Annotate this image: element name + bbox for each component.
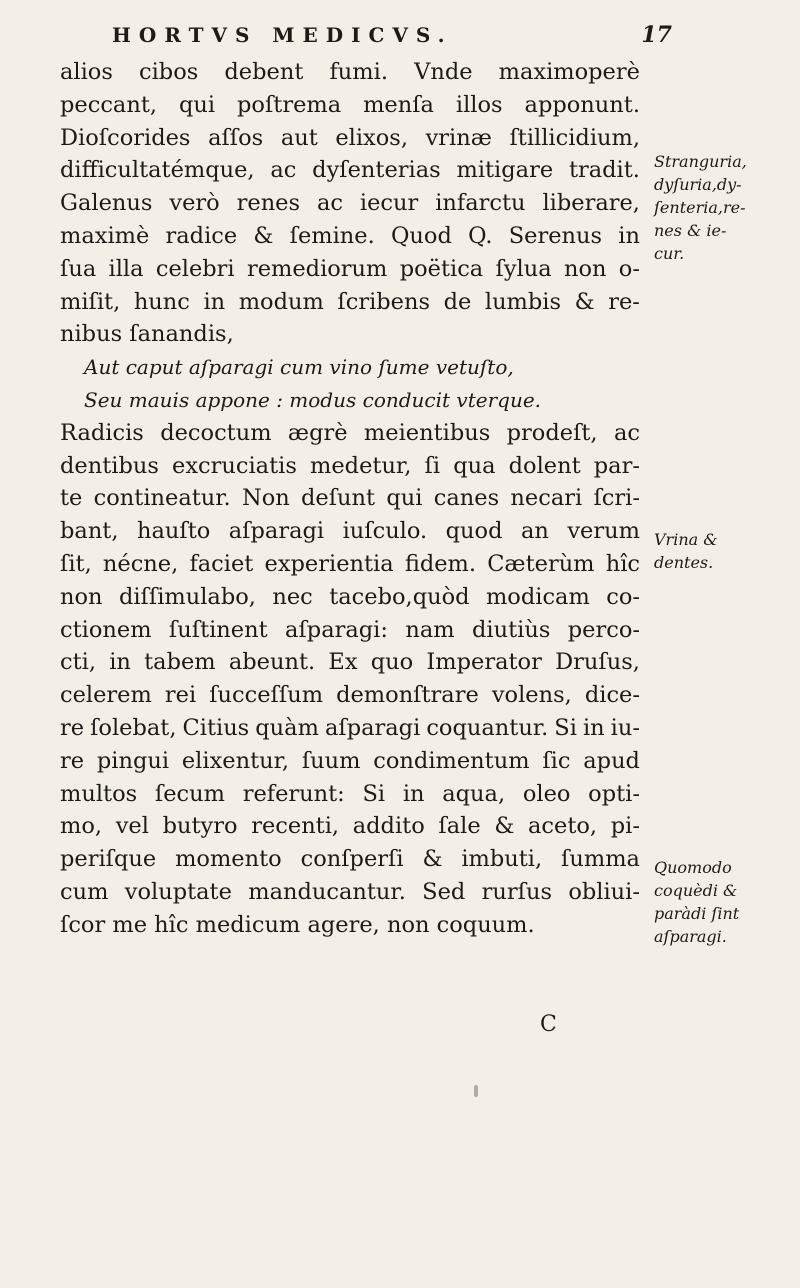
word: difficultatémque, — [60, 157, 255, 184]
word: Non — [242, 485, 290, 512]
word: rei — [164, 682, 197, 709]
word: butyro — [162, 813, 238, 840]
word: an — [520, 518, 549, 545]
word: momento — [175, 846, 282, 873]
text-line — [60, 450, 640, 483]
word: contineatur. — [93, 485, 231, 512]
word: de — [443, 288, 472, 315]
text-line — [60, 843, 640, 876]
text-line — [60, 810, 640, 843]
verse-line: Aut caput aſparagi cum vino ſume vetuſto, — [84, 355, 514, 380]
word: meientibus — [363, 419, 491, 446]
word: dolent — [508, 452, 581, 479]
word: co- — [606, 583, 640, 610]
word: ſuſtinent — [168, 616, 268, 643]
word: volens, — [491, 682, 572, 709]
word: liberare, — [542, 190, 640, 217]
word: Q. — [468, 222, 493, 249]
word: experientia — [264, 550, 394, 577]
word: addito — [352, 813, 425, 840]
word: verò — [169, 190, 220, 217]
word: modum — [238, 288, 324, 315]
word: re — [60, 747, 85, 774]
word: necari — [510, 485, 583, 512]
word: tacebo,quòd — [329, 583, 470, 610]
word: ſcribens — [337, 288, 431, 315]
word: conſperſi — [300, 846, 404, 873]
word: re — [60, 714, 85, 741]
word: Druſus, — [555, 649, 640, 676]
word: hîc — [605, 550, 640, 577]
word: hunc — [133, 288, 190, 315]
word: apud — [583, 747, 640, 774]
word: voluptate — [124, 878, 232, 905]
word: ſolebat, — [90, 714, 177, 741]
word: in — [203, 288, 226, 315]
word: vrinæ — [425, 124, 492, 151]
word: Citius — [182, 714, 250, 741]
word: & — [422, 846, 443, 873]
word: modicam — [485, 583, 590, 610]
margin-note-cooking: Quomodo coquèdi & paràdi ſint aſparagi. — [654, 858, 740, 946]
word: dyſenterias — [312, 157, 441, 184]
word: diſſimulabo, — [118, 583, 256, 610]
word: rurſus — [481, 878, 552, 905]
word: peccant, — [60, 91, 158, 118]
text-line — [60, 515, 640, 548]
word: periſque — [60, 846, 157, 873]
word: nec — [272, 583, 313, 610]
word: cibos — [139, 59, 199, 85]
word: dentibus — [60, 452, 159, 479]
word: Galenus — [60, 190, 153, 217]
word: imbuti, — [461, 846, 543, 873]
word: dice- — [584, 682, 640, 709]
word: quo — [370, 649, 414, 676]
word: excruciatis — [172, 452, 297, 479]
word: aut — [280, 124, 318, 151]
text-line — [60, 778, 640, 811]
word: in — [618, 222, 640, 249]
word: alios — [60, 59, 113, 85]
word: Imperator — [426, 649, 542, 676]
word: menſa — [363, 91, 434, 118]
word: ſic — [542, 747, 571, 774]
word: ſit, — [60, 550, 92, 577]
word: Dioſcorides — [60, 124, 191, 151]
text-line — [60, 712, 640, 745]
word: pingui — [96, 747, 170, 774]
text-line — [60, 253, 640, 286]
word: vel — [115, 813, 149, 840]
text-line — [60, 614, 640, 647]
word: in — [109, 649, 131, 676]
word: nécne, — [102, 550, 179, 577]
word: in — [402, 780, 425, 807]
word: celebri — [155, 255, 235, 282]
page-number: 17 — [641, 22, 672, 48]
word: in — [582, 714, 605, 741]
word: aſparagi: — [285, 616, 388, 643]
word: iecur — [359, 190, 419, 217]
word: ægrè — [287, 419, 348, 446]
word: Cæterùm — [487, 550, 595, 577]
word: coquantur. — [426, 714, 549, 741]
word: non — [563, 255, 607, 282]
word: ſuum — [301, 747, 361, 774]
text-line — [60, 581, 640, 614]
running-title: HORTVS MEDICVS. — [112, 23, 453, 47]
word: lumbis — [484, 288, 562, 315]
word: quod — [445, 518, 503, 545]
word: debent — [224, 59, 304, 85]
word: hauſto — [136, 518, 211, 545]
word: qui — [386, 485, 423, 512]
text-line: nibus ſanandis, — [60, 321, 234, 348]
word: & — [494, 813, 515, 840]
word: radice — [165, 222, 238, 249]
word: mitigare — [456, 157, 554, 184]
word: tradit. — [568, 157, 640, 184]
word: cti, — [60, 649, 96, 676]
word: illa — [108, 255, 144, 282]
word: fidem. — [404, 550, 477, 577]
word: poëtica — [399, 255, 484, 282]
word: aceto, — [528, 813, 598, 840]
word: verum — [567, 518, 640, 545]
word: ctionem — [60, 616, 152, 643]
word: nam — [405, 616, 455, 643]
word: Sed — [422, 878, 466, 905]
word: aqua, — [442, 780, 506, 807]
word: opti- — [588, 780, 640, 807]
word: ſecum — [154, 780, 225, 807]
text-line — [60, 220, 640, 253]
word: ſucceſſum — [209, 682, 324, 709]
word: elixos, — [335, 124, 408, 151]
word: manducantur. — [248, 878, 406, 905]
word: fumi. — [329, 59, 388, 85]
ink-speck — [474, 1085, 478, 1097]
margin-note-stranguria: Stranguria, dyſuria,dy- ſenteria,re- nes & ie- cur. — [654, 152, 747, 263]
word: elixentur, — [181, 747, 290, 774]
word: iuſculo. — [342, 518, 428, 545]
word: pi- — [610, 813, 640, 840]
word: te — [60, 485, 83, 512]
word: ac — [613, 419, 640, 446]
text-line — [60, 154, 640, 187]
word: maximè — [60, 222, 150, 249]
word: ſcri- — [593, 485, 640, 512]
word: obliui- — [568, 878, 640, 905]
word: par- — [593, 452, 640, 479]
word: ſua — [60, 255, 97, 282]
word: aſparagi — [324, 714, 421, 741]
word: Vnde — [414, 59, 473, 85]
word: remediorum — [246, 255, 388, 282]
body-text — [60, 56, 640, 942]
verse-line: Seu mauis appone : modus conducit vterque. — [84, 387, 542, 412]
text-line: ſcor me hîc medicum agere, non coquum. — [60, 911, 535, 938]
word: oleo — [522, 780, 571, 807]
word: poſtrema — [237, 91, 342, 118]
word: multos — [60, 780, 138, 807]
word: condimentum — [373, 747, 530, 774]
word: re- — [608, 288, 640, 315]
word: mo, — [60, 813, 103, 840]
word: qui — [178, 91, 216, 118]
text-line — [60, 548, 640, 581]
margin-note-urine-teeth: Vrina & dentes. — [654, 530, 718, 572]
word: infarctu — [435, 190, 526, 217]
word: qua — [453, 452, 496, 479]
word: ſemine. — [289, 222, 375, 249]
word: deſunt — [301, 485, 376, 512]
word: tabem — [144, 649, 216, 676]
word: Radicis — [60, 419, 144, 446]
word: diutiùs — [472, 616, 551, 643]
word: Ex — [328, 649, 358, 676]
text-line — [60, 286, 640, 319]
text-line — [60, 89, 640, 122]
word: ſylua — [495, 255, 552, 282]
word: o- — [618, 255, 640, 282]
word: canes — [433, 485, 500, 512]
word: decoctum — [160, 419, 272, 446]
word: ſumma — [561, 846, 640, 873]
word: & — [574, 288, 595, 315]
word: abeunt. — [228, 649, 316, 676]
word: ſtillicidium, — [509, 124, 640, 151]
word: perco- — [567, 616, 640, 643]
word: & — [253, 222, 274, 249]
text-line — [60, 187, 640, 220]
word: ſale — [438, 813, 481, 840]
word: ac — [316, 190, 343, 217]
word: recenti, — [251, 813, 340, 840]
word: bant, — [60, 518, 119, 545]
word: Si — [362, 780, 386, 807]
word: miſit, — [60, 288, 121, 315]
word: cum — [60, 878, 109, 905]
text-line — [60, 56, 640, 89]
word: faciet — [189, 550, 254, 577]
word: celerem — [60, 682, 152, 709]
text-line — [60, 876, 640, 909]
running-head — [112, 18, 672, 52]
word: demonſtrare — [336, 682, 479, 709]
text-line — [60, 646, 640, 679]
signature-mark: C — [540, 1012, 557, 1037]
word: illos — [455, 91, 503, 118]
text-line — [60, 122, 640, 155]
word: Quod — [390, 222, 452, 249]
word: ſi — [424, 452, 441, 479]
text-line — [60, 482, 640, 515]
word: iu- — [610, 714, 640, 741]
word: maximoperè — [498, 59, 640, 85]
word: Si — [554, 714, 577, 741]
word: Serenus — [508, 222, 603, 249]
word: aſparagi — [228, 518, 325, 545]
word: aſſos — [208, 124, 264, 151]
word: quàm — [255, 714, 319, 741]
word: medetur, — [310, 452, 412, 479]
word: referunt: — [242, 780, 345, 807]
word: ac — [270, 157, 297, 184]
word: apponunt. — [524, 91, 640, 118]
word: non — [60, 583, 103, 610]
word: renes — [236, 190, 301, 217]
text-line — [60, 745, 640, 778]
text-line — [60, 417, 640, 450]
text-line — [60, 679, 640, 712]
word: prodeſt, — [506, 419, 598, 446]
